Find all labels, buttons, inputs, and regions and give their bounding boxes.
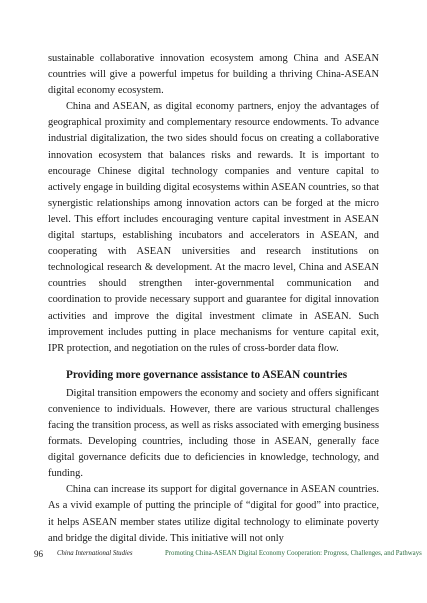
- running-title: Promoting China-ASEAN Digital Economy Cooperation: Progress, Challenges, and Pathways: [165, 550, 422, 557]
- article-body: [48, 51, 379, 547]
- journal-name: China International Studies: [57, 550, 133, 557]
- paragraph-3: Digital transition empowers the economy and society and offers significant convenience to individuals. However, there are various structural challenges facing the transition process, as well as risks associated with emerging business formats. Developing countries, including those in ASEAN, generally face digital governance deficits due to deficiencies in knowledge, technology, and funding.: [48, 387, 379, 480]
- paragraph-1: sustainable collaborative innovation ecosystem among China and ASEAN countries will give a powerful impetus for building a thriving China-ASEAN digital economy ecosystem.: [48, 53, 379, 97]
- section-heading: Providing more governance assistance to ASEAN countries: [66, 368, 348, 381]
- page-footer: [0, 549, 427, 563]
- paragraph-2: China and ASEAN, as digital economy partners, enjoy the advantages of geographical proximity and complementary resource endowments. To advance industrial digitalization, the two sides should focus on creating a collaborative innovation ecosystem that balances risks and rewards. It is important to encourage Chinese digital technology companies and venture capital to actively engage in building digital ecosystems within ASEAN countries, so that synergistic relationships among innovation actors can be forged at the micro level. This effort includes encouraging venture capital investment in ASEAN digital startups, establishing incubators and accelerators in ASEAN, and cooperating with ASEAN universities and research institutions on technological research & development. At the macro level, China and ASEAN countries should strengthen inter-governmental communication and coordination to provide necessary support and guarantee for digital innovation activities and improve the digital investment climate in ASEAN. Such improvement includes putting in place mechanisms for venture capital exit, IPR protection, and negotiation on the rules of cross-border data flow.: [48, 101, 380, 354]
- page-number: 96: [34, 549, 43, 559]
- paragraph-4: China can increase its support for digital governance in ASEAN countries. As a vivid example of putting the principle of “digital for good” into practice, it helps ASEAN member states utilize digital technology to eliminate poverty and bridge the digital divide. This initiative will not only: [48, 484, 379, 544]
